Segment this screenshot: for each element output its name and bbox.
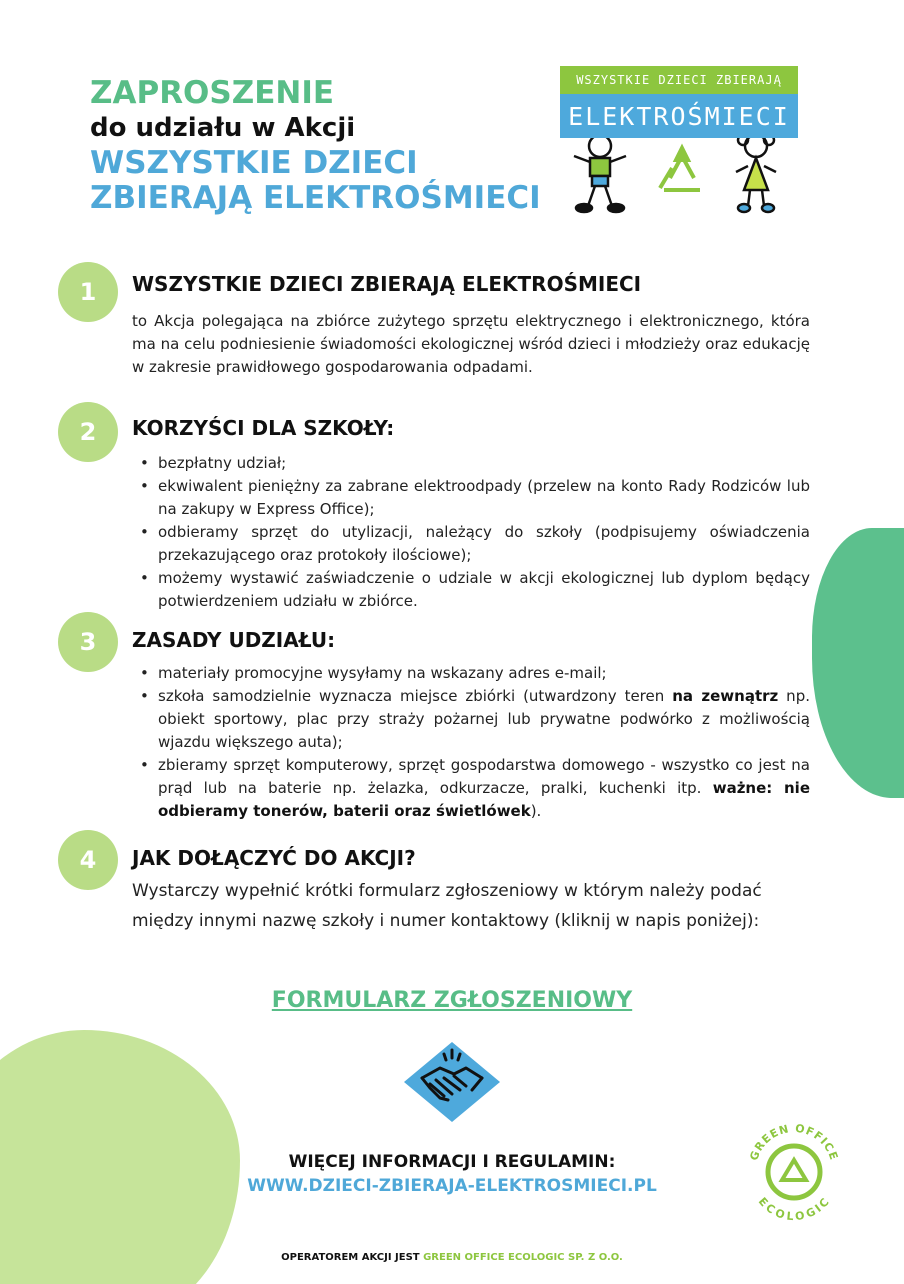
rule-2-text-a: szkoła samodzielnie wyznacza miejsce zbiórki (utwardzony teren xyxy=(158,687,673,705)
more-info-heading: WIĘCEJ INFORMACJI I REGULAMIN: xyxy=(288,1152,616,1172)
campaign-logo xyxy=(560,66,798,216)
section-4-text: Wystarczy wypełnić krótki formularz zgłoszeniowy w którym należy podać między innymi nazwę szkoły i numer kontaktowy (kliknij w napis poniżej): xyxy=(132,881,762,931)
rule-3-text-a: zbieramy sprzęt komputerowy, sprzęt gospodarstwa domowego - wszystko co jest na prąd lub na baterie np. żelazka, odkurzacze, pralki, kuchenki itp. xyxy=(158,756,810,797)
title-line-participation: do udziału w Akcji xyxy=(90,113,356,143)
website-link[interactable]: WWW.DZIECI-ZBIERAJA-ELEKTROSMIECI.PL xyxy=(247,1176,657,1196)
logo-main-text: ELEKTROŚMIECI xyxy=(560,94,798,138)
footer-operator xyxy=(0,1252,904,1263)
rule-2-text-c: np. obiekt sportowy, plac przy straży pożarnej lub prywatne podwórko z możliwością wjazdu większego auta); xyxy=(158,687,810,751)
list-item xyxy=(138,685,810,754)
list-item: • odbieramy sprzęt do utylizacji, należący do szkoły (podpisujemy oświadczenia przekazującego oraz protokoły ilościowe); xyxy=(138,521,810,567)
title-line-invitation: ZAPROSZENIE xyxy=(90,75,335,111)
rule-2-bold: na zewnątrz xyxy=(672,687,779,705)
decorative-blob-right xyxy=(812,528,904,798)
green-office-logo xyxy=(744,1118,844,1222)
logo-top-text: WSZYSTKIE DZIECI ZBIERAJĄ xyxy=(560,66,798,94)
green-office-top-text: GREEN OFFICE xyxy=(747,1121,841,1163)
benefits-list xyxy=(138,452,810,613)
list-item: • możemy wystawić zaświadczenie o udziale w akcji ekologicznej lub dyplom będący potwierdzeniem udziału w zbiórce. xyxy=(138,567,810,613)
section-2-number: 2 xyxy=(58,402,118,462)
section-1-heading: WSZYSTKIE DZIECI ZBIERAJĄ ELEKTROŚMIECI xyxy=(132,272,642,296)
rules-list xyxy=(138,662,810,823)
title-line-campaign-1: WSZYSTKIE DZIECI xyxy=(90,145,418,181)
section-1-number: 1 xyxy=(58,262,118,322)
boy-figure-icon xyxy=(574,138,626,212)
list-item xyxy=(138,754,810,823)
list-item: • bezpłatny udział; xyxy=(138,452,810,475)
handshake-icon xyxy=(400,1040,504,1126)
section-4-number: 4 xyxy=(58,830,118,890)
list-item: • materiały promocyjne wysyłamy na wskazany adres e-mail; xyxy=(138,662,810,685)
section-3-heading: ZASADY UDZIAŁU: xyxy=(132,628,336,652)
footer-company: GREEN OFFICE ECOLOGIC SP. Z O.O. xyxy=(423,1252,623,1263)
recycle-icon xyxy=(660,148,700,190)
section-3-number: 3 xyxy=(58,612,118,672)
green-office-bottom-text: ECOLOGIC xyxy=(755,1195,833,1222)
page-title xyxy=(90,76,541,216)
recycle-icon xyxy=(782,1160,806,1180)
footer-prefix: OPERATOREM AKCJI JEST xyxy=(281,1252,424,1263)
section-2-heading: KORZYŚCI DLA SZKOŁY: xyxy=(132,416,395,440)
section-1-text: to Akcja polegająca na zbiórce zużytego sprzętu elektrycznego i elektronicznego, która ma na celu podniesienie świadomości ekologicznej wśród dzieci i młodzieży oraz edukację w zakresie prawidłowego gospodarowania odpadami. xyxy=(132,312,810,376)
girl-figure-icon xyxy=(736,138,776,212)
rule-3-text-c: ). xyxy=(530,802,542,820)
list-item: • ekwiwalent pieniężny za zabrane elektroodpady (przelew na konto Rady Rodziców lub na zakupy w Express Office); xyxy=(138,475,810,521)
title-line-campaign-2: ZBIERAJĄ ELEKTROŚMIECI xyxy=(90,180,541,216)
rule-3-bold: ważne: nie odbieramy tonerów, baterii oraz świetlówek xyxy=(158,779,810,820)
registration-form-link[interactable]: FORMULARZ ZGŁOSZENIOWY xyxy=(271,988,633,1013)
section-4-heading: JAK DOŁĄCZYĆ DO AKCJI? xyxy=(132,846,416,870)
logo-illustration xyxy=(560,138,798,216)
